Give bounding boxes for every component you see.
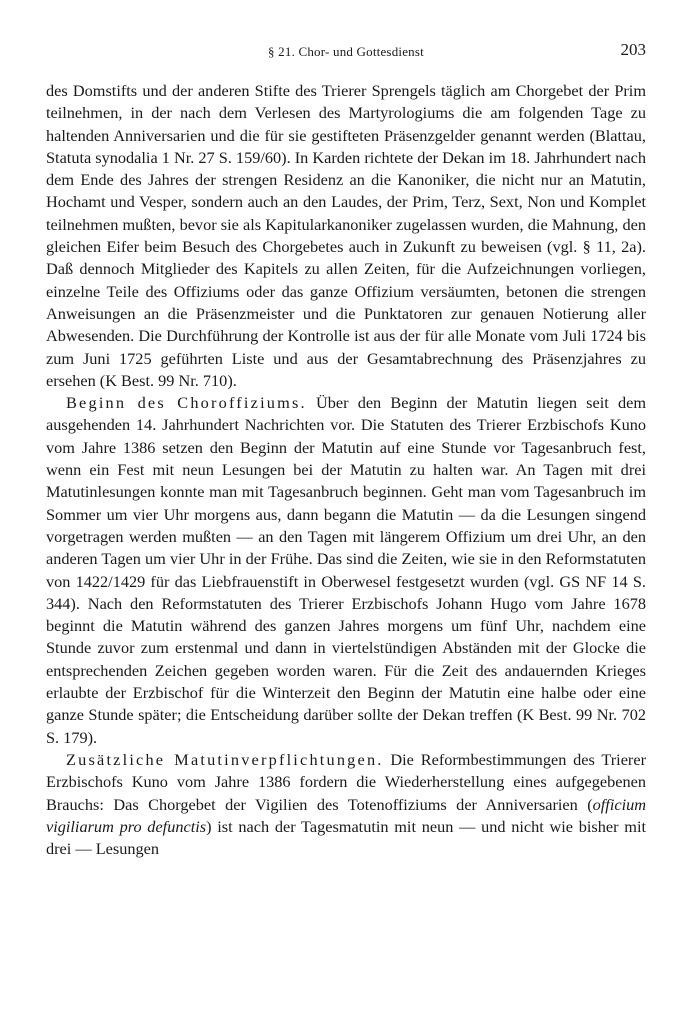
paragraph-3 bbox=[46, 749, 646, 860]
paragraph-3-text-after: ) ist nach der Tagesmatutin mit neun — und nicht wie bisher mit drei — Lesungen bbox=[46, 816, 646, 859]
page-header bbox=[46, 40, 646, 66]
paragraph-2-text: Über den Beginn der Matutin liegen seit dem ausgehenden 14. Jahrhundert Nachrichten vor. Die Statuten des Trierer Erzbischofs Kuno vom Jahre 1386 setzen den Beginn der Matutin auf eine Stunde vor Tagesanbruch fest, wenn ein Fest mit neun Lesungen bei der Matutin zu halten war. An Tagen mit drei Matutinlesungen konnte man mit Tagesanbruch beginnen. Geht man vom Tagesanbruch im Sommer um vier Uhr morgens aus, dann begann die Matutin — da die Lesungen singend vorgetragen werden mußten — an den Tagen mit längerem Offizium um drei Uhr, an den anderen Tagen um vier Uhr in der Frühe. Das sind die Zeiten, wie sie in den Reformstatuten von 1422/1429 für das Liebfrauenstift in Oberwesel festgesetzt wurden (vgl. GS NF 14 S. 344). Nach den Reformstatuten des Trierer Erzbischofs Johann Hugo vom Jahre 1678 beginnt die Matutin während des ganzen Jahres morgens um fünf Uhr, nachdem eine Stunde zuvor zum erstenmal und dann in viertelstündigen Abständen mit der Glocke die entsprechenden Zeichen gegeben worden waren. Für die Zeit des andauernden Krieges erlaubte der Erzbischof für die Winterzeit den Beginn der Matutin eine halbe oder eine ganze Stunde später; die Entscheidung darüber sollte der Dekan treffen (K Best. 99 Nr. 702 S. 179). bbox=[46, 393, 646, 747]
running-title: § 21. Chor- und Gottesdienst bbox=[268, 44, 424, 59]
section-heading-zusaetzliche: Zusätzliche Matutinverpflichtungen. bbox=[66, 749, 384, 769]
paragraph-2 bbox=[46, 392, 646, 749]
page-number: 203 bbox=[620, 40, 646, 59]
section-heading-beginn: Beginn des Choroffiziums. bbox=[66, 393, 307, 413]
paragraph-3-text-before: Die Reformbestimmungen des Trierer Erzbischofs Kuno vom Jahre 1386 fordern die Wiederherstellung eines aufgegebenen Brauchs: Das Chorgebet der Vigilien des Totenoffiziums der Anniversarien ( bbox=[46, 749, 647, 814]
paragraph-1 bbox=[46, 80, 646, 392]
paragraph-3-italic: officium vigiliarum pro defunctis bbox=[46, 794, 646, 836]
paragraph-1-text: des Domstifts und der anderen Stifte des Trierer Sprengels täglich am Chorgebet der Prim teilnehmen, in der nach dem Verlesen des Martyrologiums die am folgenden Tage zu haltenden Anniversarien und die für sie gestifteten Präsenzgelder genannt werden (Blattau, Statuta synodalia 1 Nr. 27 S. 159/60). In Karden richtete der Dekan im 18. Jahrhundert nach dem Ende des Jahres der strengen Residenz an die Kanoniker, die nicht nur an Matutin, Hochamt und Vesper, sondern auch an den Laudes, der Prim, Terz, Sext, Non und Komplet teilnehmen mußten, bevor sie als Kapitularkanoniker zugelassen wurden, die Mahnung, den gleichen Eifer beim Besuch des Chorgebetes auch in Zukunft zu beweisen (vgl. § 11, 2a). Daß dennoch Mitglieder des Kapitels zu allen Zeiten, für die Aufzeichnungen vorliegen, einzelne Teile des Offiziums oder das ganze Offizium versäumten, betonen die strengen Anweisungen an die Präsenzmeister und die Punktatoren zur genauen Notierung aller Abwesenden. Die Durchführung der Kontrolle ist aus der für alle Monate vom Juli 1724 bis zum Juni 1725 geführten Liste und aus der Gesamtabrechnung des Präsenzjahres zu ersehen (K Best. 99 Nr. 710). bbox=[46, 81, 646, 390]
body-text bbox=[46, 80, 646, 860]
document-page bbox=[46, 40, 646, 860]
